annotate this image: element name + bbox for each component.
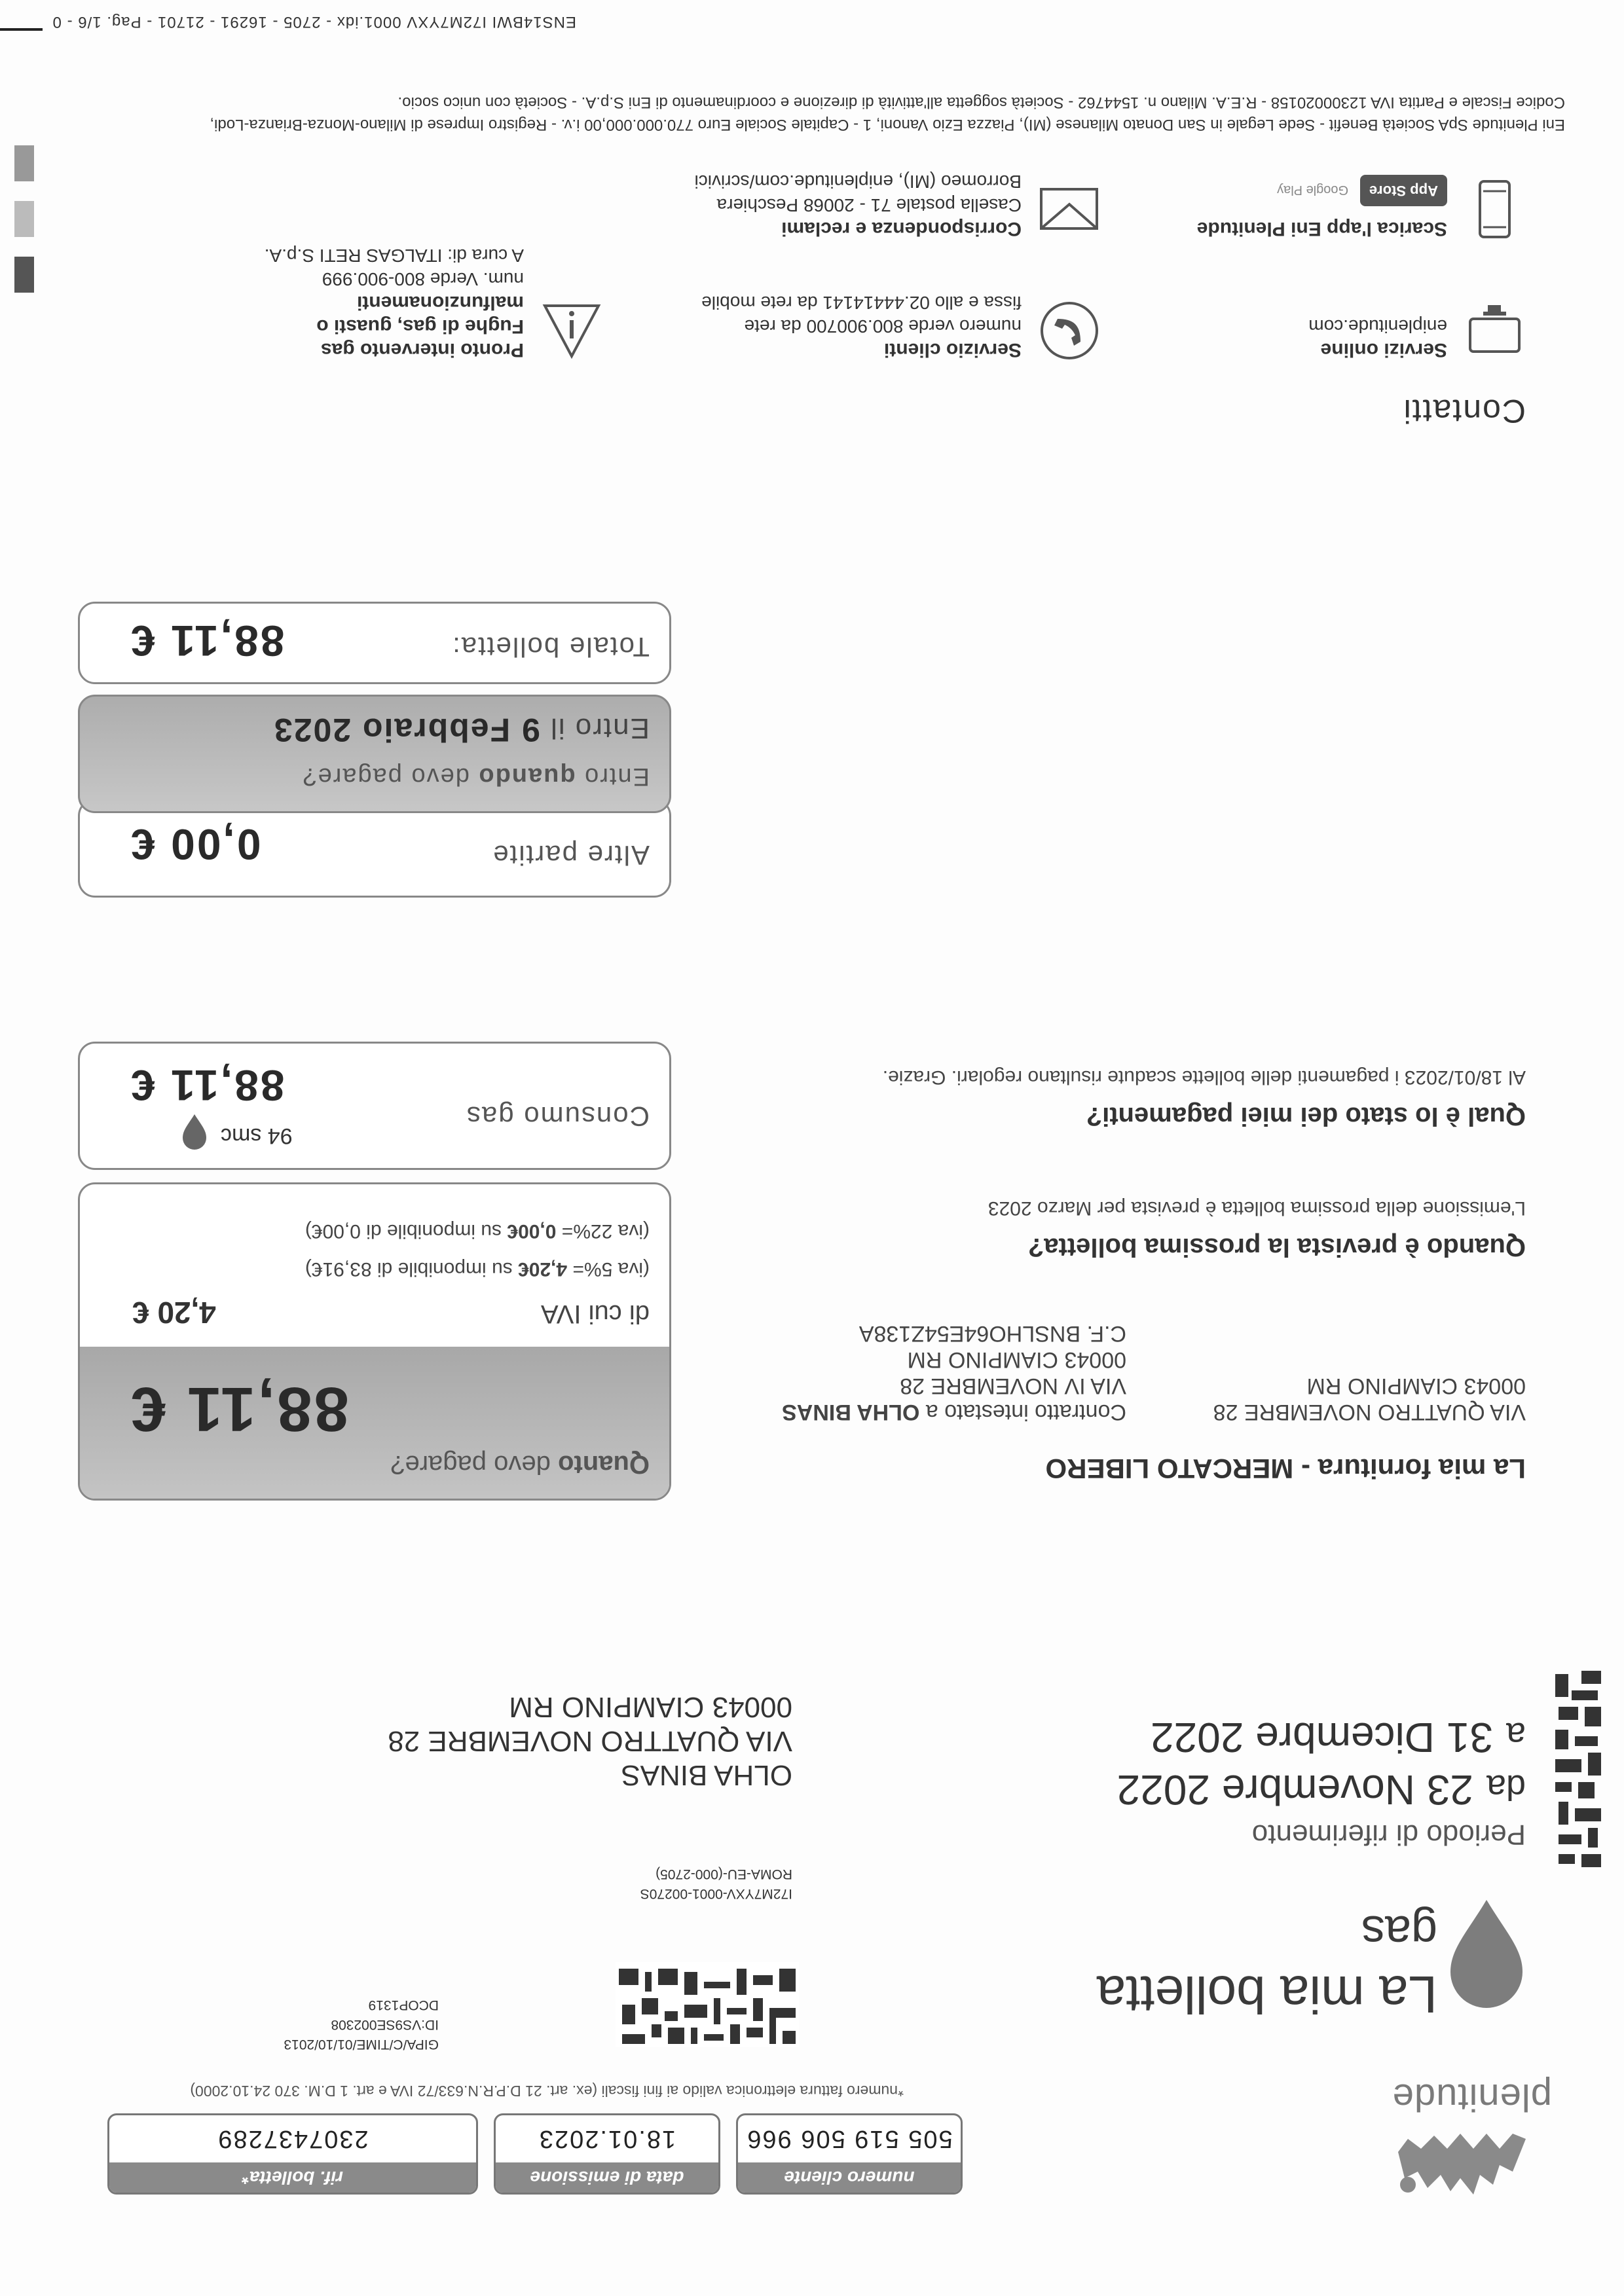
contract-label: Contratto intestato a — [925, 1400, 1126, 1425]
vat-detail-22 — [80, 1212, 669, 1250]
contract-street: VIA IV NOVEMBRE 28 — [900, 1374, 1126, 1398]
payments-section — [883, 1066, 1526, 1131]
vat22-post: su imponibile di 0,00€) — [304, 1220, 507, 1242]
print-mark — [0, 28, 43, 31]
location-pin-icon — [181, 1113, 208, 1151]
bill-total-label: Totale bolletta: — [451, 632, 650, 663]
next-bill-section — [988, 1197, 1526, 1262]
smartphone-icon — [1464, 178, 1526, 240]
gas-consumption-smc: 94 smc — [221, 1123, 293, 1148]
phone-icon — [1038, 299, 1100, 361]
print-mark-light — [14, 201, 34, 237]
customer-service-title: Servizio clienti — [883, 339, 1022, 361]
amount-due-box — [78, 1182, 671, 1501]
customer-service — [701, 291, 1022, 361]
mail-complaints-line1: Casella postale 71 - 20068 Peschiera — [716, 195, 1022, 215]
supply-address — [1213, 1373, 1526, 1425]
online-services — [1308, 314, 1447, 361]
customer-service-line2: fissa e allo 02.44414141 da rete mobile — [701, 293, 1022, 313]
vat22-pre: (iva 22%= — [556, 1220, 650, 1242]
gas-emergency-title1: Pronto intervento gas — [320, 339, 524, 361]
contract-name: OLHA BINAS — [782, 1400, 920, 1425]
routing-code-1: I72M7YXV-0001-00270S — [640, 1886, 792, 1901]
due-question-post: devo pagare? — [301, 763, 478, 790]
dog-mascot-icon — [1388, 2126, 1539, 2211]
contacts-title: Contatti — [1402, 393, 1526, 429]
routing-code-3: GIPA/C/TIME/01/10/2013 — [284, 2037, 439, 2052]
routing-codes-right — [284, 1995, 439, 2054]
next-bill-title: Quando è prevista la prossima bolletta? — [1027, 1233, 1526, 1262]
due-date-box — [78, 695, 671, 813]
contract-holder — [782, 1321, 1126, 1425]
due-question-bold: quando — [477, 763, 576, 790]
next-bill-text: L'emissione della prossima bolletta è prevista per Marzo 2023 — [987, 1197, 1526, 1219]
payments-title: Qual è lo stato dei miei pagamenti? — [1086, 1102, 1526, 1131]
gas-pin-icon — [1447, 1897, 1526, 2011]
app-download — [1197, 175, 1447, 240]
gas-emergency — [265, 244, 524, 361]
online-services-link[interactable]: eniplenitude.com — [1308, 316, 1447, 337]
customer-number-label: numero cliente — [738, 2162, 961, 2193]
bill-total-box — [78, 602, 671, 684]
vat-row — [80, 1288, 669, 1347]
due-date-question — [301, 762, 650, 790]
logo-text: plenitude — [1392, 2076, 1552, 2119]
vat-label: di cui IVA — [541, 1300, 650, 1328]
contract-holder-line — [782, 1399, 1126, 1425]
gas-consumption-amount: 88,11 € — [129, 1061, 285, 1110]
page-subtitle: gas — [1361, 1906, 1437, 1958]
period-from-prefix: da — [1486, 1768, 1526, 1807]
other-items-label: Altre partite — [492, 840, 650, 871]
vat5-pre: (iva 5%= — [567, 1258, 650, 1280]
due-date-line — [273, 711, 650, 749]
app-store-badges — [1277, 175, 1447, 206]
warning-icon — [540, 299, 602, 361]
gas-consumption-label: Consumo gas — [465, 1101, 650, 1132]
side-2d-barcode — [1552, 1667, 1604, 1870]
contract-city: 00043 CIAMPINO RM — [907, 1347, 1126, 1372]
postal-barcode — [616, 1962, 799, 2047]
laptop-icon — [1464, 299, 1526, 361]
page-title: La mia bolletta — [1096, 1965, 1437, 2024]
issue-date-label: data di emissione — [496, 2162, 718, 2193]
customer-number-box — [736, 2113, 963, 2195]
electronic-invoice-note: *numero fattura elettronica valido ai fini fiscali (ex. art. 21 D.P.R.N.633/72 IVA e art. 1 D.M. 370 24.10.2000) — [190, 2083, 904, 2100]
due-date-value: 9 Febbraio 2023 — [272, 712, 540, 748]
bill-total-amount: 88,11 € — [129, 617, 285, 665]
plenitude-logo — [1369, 2060, 1565, 2211]
amount-due-label-bold: Quanto — [558, 1450, 650, 1479]
vat5-post: su imponibile di 83,91€) — [304, 1258, 519, 1280]
app-store-badge[interactable]: App Store — [1360, 175, 1447, 206]
vat22-amount: 0,00€ — [507, 1220, 557, 1242]
routing-codes — [640, 1864, 792, 1903]
recipient-city: 00043 CIAMPINO RM — [509, 1691, 792, 1723]
mail-complaints-title: Corrispondenza e reclami — [781, 218, 1022, 240]
other-items-amount: 0,00 € — [129, 820, 261, 869]
print-mark-mid — [14, 145, 34, 181]
print-color-marks — [14, 126, 34, 293]
recipient-address — [388, 1690, 792, 1792]
vat-detail-5 — [80, 1250, 669, 1288]
issue-date-value: 18.01.2023 — [538, 2125, 676, 2153]
google-play-badge[interactable]: Google Play — [1277, 183, 1349, 197]
customer-number-value: 505 519 506 966 — [746, 2125, 953, 2153]
period-from — [1117, 1766, 1526, 1814]
reference-period — [1117, 1713, 1526, 1851]
payments-text: Al 18/01/2023 i pagamenti delle bollette scadute risultano regolari. Grazie. — [882, 1066, 1526, 1088]
supply-address-street: VIA QUATTRO NOVEMBRE 28 — [1213, 1400, 1526, 1425]
legal-line2: Codice Fiscale e Partita IVA 12300020158 - R.E.A. Milano n. 1544762 - Società soggetta all'attività di direzione e coordinamento di Eni S.p.A. - Società con unico socio. — [397, 94, 1565, 111]
app-download-title: Scarica l'app Eni Plenitude — [1196, 218, 1447, 240]
period-to-prefix: a — [1505, 1715, 1526, 1755]
bill-reference-value: 2307437289 — [217, 2125, 369, 2153]
print-mark-dark — [14, 257, 34, 293]
gas-emergency-line1: num. Verde 800-900.999 — [322, 269, 524, 289]
period-label: Periodo di riferimento — [1251, 1819, 1526, 1851]
amount-due-band — [80, 1347, 669, 1499]
legal-line1: Eni Plenitude SpA Società Benefit - Sede Legale in San Donato Milanese (MI), Piazza Ezio Vanoni, 1 - Capitale Sociale Euro 770.000.000,00 i.v. - Registro Imprese di Milano-Monza-Brianza-Lodi, — [210, 116, 1565, 134]
gas-emergency-line2: A cura di: ITALGAS RETI S.p.A. — [264, 246, 524, 266]
envelope-icon — [1038, 178, 1100, 240]
issue-date-box — [494, 2113, 720, 2195]
period-from-date: 23 Novembre 2022 — [1116, 1766, 1473, 1813]
mail-complaints-line2: Borromeo (MI), eniplenitude.com/scrivici — [694, 172, 1022, 192]
amount-due-label-rest: devo pagare? — [390, 1450, 559, 1479]
due-date-pre: Entro il — [540, 712, 650, 744]
footer-code: ENS14BWI I72M7YXV 0001.idx - 2705 - 16291 - 21701 - Pag. 1/6 - 0 — [52, 13, 576, 31]
routing-code-5: DCOP1319 — [368, 1997, 439, 2013]
customer-service-line1: numero verde 800.900700 da rete — [744, 316, 1022, 337]
period-to — [1117, 1713, 1526, 1762]
contract-tax-code: C.F. BNSLHO64E54Z138A — [858, 1321, 1126, 1346]
gas-emergency-title2: Fughe di gas, guasti o — [316, 316, 524, 337]
mail-complaints — [695, 170, 1022, 240]
vat5-amount: 4,20€ — [518, 1258, 568, 1280]
amount-due-label — [390, 1449, 650, 1479]
vat-amount: 4,20 € — [132, 1296, 216, 1330]
online-services-title: Servizi online — [1320, 339, 1447, 361]
gas-consumption-box — [78, 1042, 671, 1170]
legal-footer — [59, 91, 1565, 136]
period-to-date: 31 Dicembre 2022 — [1150, 1714, 1493, 1761]
gas-emergency-title3: malfunzionamenti — [356, 292, 524, 314]
bill-reference-label: rif. bolletta* — [109, 2162, 476, 2193]
amount-due-total: 88,11 € — [129, 1374, 349, 1444]
bill-reference-box — [107, 2113, 478, 2195]
routing-code-2: ROMA-EU-(000-2705) — [655, 1867, 792, 1882]
recipient-name: OLHA BINAS — [621, 1759, 792, 1791]
supply-address-city: 00043 CIAMPINO RM — [1306, 1374, 1526, 1398]
supply-title: La mia fornitura - MERCATO LIBERO — [1045, 1453, 1526, 1484]
recipient-street: VIA QUATTRO NOVEMBRE 28 — [388, 1725, 792, 1757]
other-items-box — [78, 799, 671, 898]
due-question-pre: Entro — [575, 763, 650, 790]
routing-code-4: ID:VS9SE002308 — [331, 2017, 439, 2032]
